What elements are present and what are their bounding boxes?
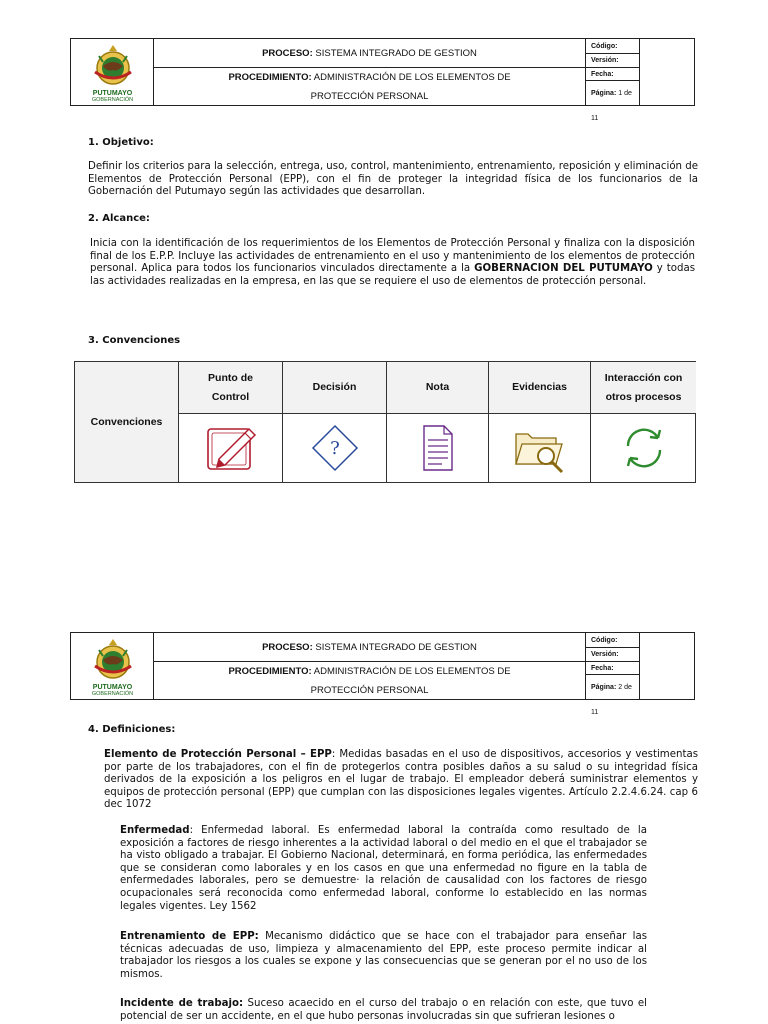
alcance-text-b: y todas las actividades realizadas en la empresa, en las que se requiere el uso de elementos de protección personal. xyxy=(90,263,696,287)
convention-interaccion xyxy=(591,362,696,482)
header-meta-cell xyxy=(586,39,640,122)
procedimiento-row xyxy=(154,662,585,700)
section-alcance-text xyxy=(90,238,695,288)
convention-punto-control xyxy=(179,362,283,482)
svg-text:?: ? xyxy=(329,438,340,459)
definition-text: : Enfermedad laboral. Es enfermedad laboral la contraída como resultado de la exposición a factores de riesgo inherentes a la actividad laboral o del medio en el que el trabajador se ha visto obligado a trabajar. El Gobierno Nacional, determinará, en forma periódica, las enfermedades que se consideran como laborales y en los casos en que una enfermedad no figure en la tabla de enfermedades laborales, pero se demuestre· la relación de causalidad con los factores de riesgo ocupacionales será reconocida como enfermedad laboral, conforme lo establecido en las normas legales vigentes. Ley 1562 xyxy=(120,825,647,912)
procedimiento-value: ADMINISTRACIÓN DE LOS ELEMENTOS DE xyxy=(311,666,511,677)
fecha-label: Fecha: xyxy=(586,662,639,675)
definition-epp xyxy=(104,749,698,812)
convention-label-line2: otros procesos xyxy=(605,390,682,403)
codigo-label: Código: xyxy=(586,633,639,648)
procedimiento-row xyxy=(154,68,585,106)
brand-name: PUTUMAYO xyxy=(92,684,133,691)
section-definiciones-title: 4. Definiciones: xyxy=(88,724,176,735)
gobernacion-putumayo-logo xyxy=(89,42,137,90)
definition-term: Elemento de Protección Personal – EPP xyxy=(104,749,332,760)
convention-icon-cell xyxy=(591,414,696,482)
document-header-page-2 xyxy=(70,632,695,716)
section-objetivo-title: 1. Objetivo: xyxy=(88,137,154,148)
convention-label: Evidencias xyxy=(512,381,567,393)
convention-decision xyxy=(283,362,387,482)
convention-icon-cell xyxy=(489,414,590,482)
convention-icon-cell xyxy=(283,414,386,482)
convention-label: Punto de xyxy=(208,371,253,384)
convention-icon-cell xyxy=(387,414,488,482)
convention-nota xyxy=(387,362,489,482)
convention-header xyxy=(489,362,590,414)
proceso-row xyxy=(154,633,585,662)
procedimiento-value-line2: PROTECCIÓN PERSONAL xyxy=(310,685,429,696)
proceso-label: PROCESO: xyxy=(262,48,313,59)
version-label: Versión: xyxy=(586,648,639,662)
logo-cell xyxy=(71,39,154,105)
convention-label: Decisión xyxy=(312,381,357,393)
header-title-cell xyxy=(154,633,586,699)
brand-sub: GOBERNACIÓN xyxy=(91,691,134,697)
section-objetivo-text: Definir los criterios para la selección, entrega, uso, control, mantenimiento, entrenamiento, reposición y eliminación de Elementos de Protección Personal (EPP), con el fin de proteger la integridad física de los funcionarios de la Gobernación del Putumayo según las actividades que desarrollan. xyxy=(88,161,698,198)
pagina-field xyxy=(586,675,639,716)
recycle-arrows-icon xyxy=(620,424,668,472)
logo-cell xyxy=(71,633,154,699)
definition-text: Mecanismo didáctico que se hace con el trabajador para enseñar las técnicas adecuadas de uso, limpieza y almacenamiento del EPP, este proceso permite indicar al trabajador los riesgos a los cuales se expone y las consecuencias que se generan por el no uso de los mismos. xyxy=(120,931,647,980)
fecha-label: Fecha: xyxy=(586,68,639,81)
definition-entrenamiento xyxy=(120,931,647,981)
conventions-table xyxy=(74,361,696,483)
procedimiento-label: PROCEDIMIENTO: xyxy=(228,666,312,677)
pencil-edit-icon xyxy=(205,423,257,473)
definition-enfermedad xyxy=(120,825,647,913)
procedimiento-value-line2: PROTECCIÓN PERSONAL xyxy=(310,91,429,102)
brand-name: PUTUMAYO xyxy=(92,90,133,97)
section-alcance-title: 2. Alcance: xyxy=(88,213,150,224)
proceso-label: PROCESO: xyxy=(262,642,313,653)
proceso-row xyxy=(154,39,585,68)
proceso-value: SISTEMA INTEGRADO DE GESTION xyxy=(312,48,477,59)
alcance-text-a: Inicia con la identificación de los requerimientos de los Elementos de Protección Personal y finaliza con la disposición final de los E.P.P. Incluye las actividades de entrenamiento en el uso y mantenimiento de los elementos de protección personal. Aplica para todos los funcionarios vinculados directamente a la xyxy=(90,238,695,275)
convention-evidencias xyxy=(489,362,591,482)
decision-diamond-icon xyxy=(310,423,360,473)
definition-text: Suceso acaecido en el curso del trabajo o en relación con este, que tuvo el potencial de ser un accidente, en el que hubo personas involucradas sin que sufrieran lesiones o xyxy=(120,998,647,1022)
convention-header xyxy=(387,362,488,414)
section-convenciones-title: 3. Convenciones xyxy=(88,335,181,346)
header-meta-cell xyxy=(586,633,640,716)
pagina-value: 1 de 11 xyxy=(591,90,632,122)
pagina-label: Página: xyxy=(591,684,617,691)
version-label: Versión: xyxy=(586,54,639,68)
folder-search-icon xyxy=(512,422,568,474)
definition-incidente xyxy=(120,998,647,1023)
definition-term: Incidente de trabajo: xyxy=(120,998,244,1009)
convention-icon-cell xyxy=(179,414,282,482)
alcance-org-name: GOBERNACION DEL PUTUMAYO xyxy=(474,263,653,275)
convention-label: Interacción con xyxy=(604,371,683,384)
note-document-icon xyxy=(418,422,458,474)
conventions-row-label: Convenciones xyxy=(75,362,179,482)
convention-label: Nota xyxy=(425,381,450,393)
pagina-field xyxy=(586,81,639,122)
codigo-label: Código: xyxy=(586,39,639,54)
convention-header xyxy=(179,362,282,414)
definition-text: : Medidas basadas en el uso de dispositivos, accesorios y vestimentas por parte de los trabajadores, con el fin de protegerlos contra posibles daños a su salud o su integridad física derivados de la exposición a los peligros en el lugar de trabajo. El empleador deberá suministrar elementos y equipos de protección personal (EPP) que cumplan con las disposiciones legales vigentes. Artículo 2.2.4.6.24. cap 6 dec 1072 xyxy=(104,749,698,811)
document-header-page-1 xyxy=(70,38,695,122)
definition-term: Enfermedad xyxy=(120,825,190,836)
convention-header xyxy=(283,362,386,414)
convention-header xyxy=(591,362,696,414)
proceso-value: SISTEMA INTEGRADO DE GESTION xyxy=(312,642,477,653)
procedimiento-label: PROCEDIMIENTO: xyxy=(228,72,312,83)
convention-label-line2: Control xyxy=(211,390,250,403)
pagina-label: Página: xyxy=(591,90,617,97)
header-title-cell xyxy=(154,39,586,105)
gobernacion-putumayo-logo xyxy=(89,636,137,684)
pagina-value: 2 de 11 xyxy=(591,684,632,716)
procedimiento-value: ADMINISTRACIÓN DE LOS ELEMENTOS DE xyxy=(311,72,511,83)
brand-sub: GOBERNACIÓN xyxy=(91,97,134,103)
definition-term: Entrenamiento de EPP: xyxy=(120,931,259,942)
